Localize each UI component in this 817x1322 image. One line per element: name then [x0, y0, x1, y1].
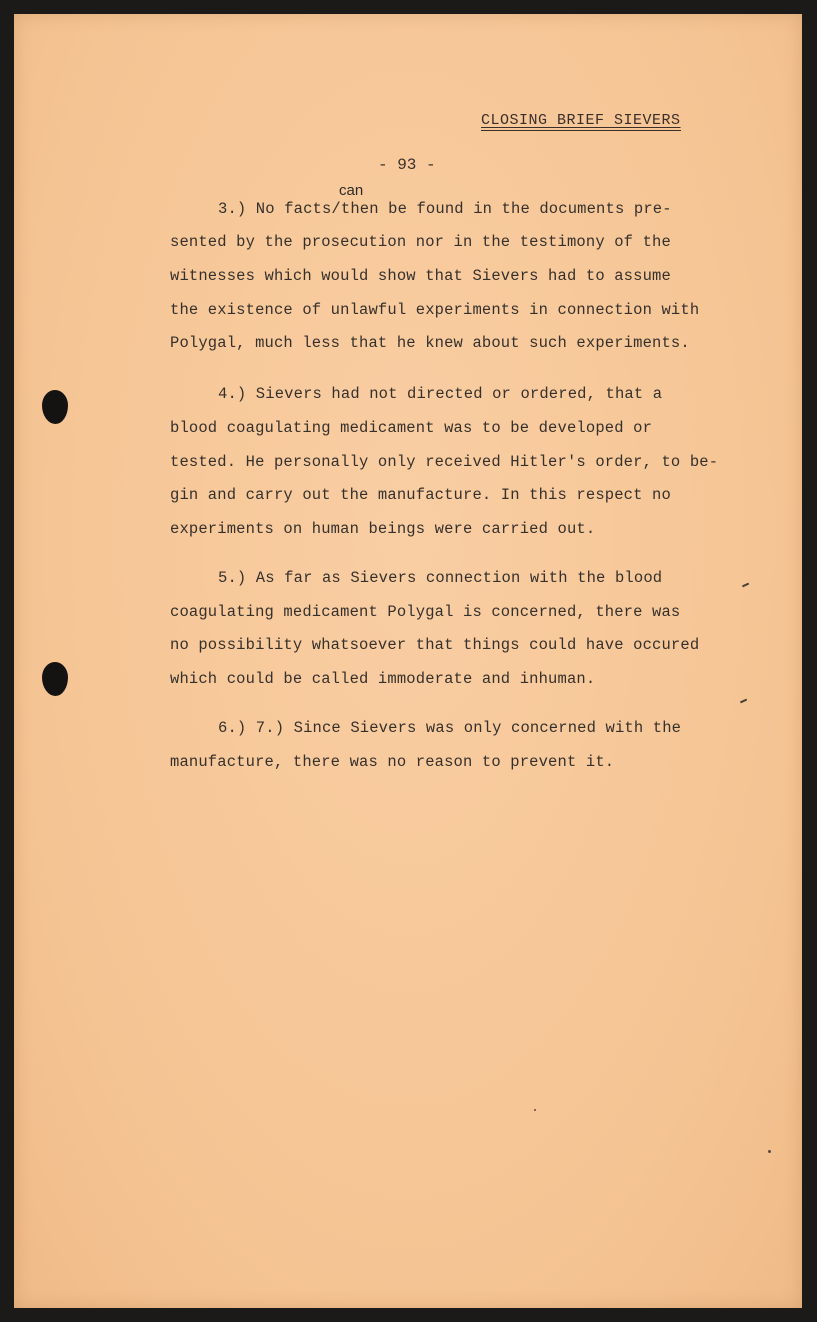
text-line: 4.) Sievers had not directed or ordered, that a — [218, 385, 663, 403]
document-header-title: CLOSING BRIEF SIEVERS — [481, 112, 681, 129]
text-line: experiments on human beings were carried out. — [170, 520, 596, 538]
paper-mark — [742, 583, 749, 587]
punch-hole — [42, 390, 68, 424]
paper-speck — [534, 1109, 536, 1111]
text-line: Polygal, much less that he knew about such experiments. — [170, 334, 690, 352]
text-line: no possibility whatsoever that things could have occured — [170, 636, 700, 654]
text-line: the existence of unlawful experiments in connection with — [170, 301, 700, 319]
text-line: sented by the prosecution nor in the testimony of the — [170, 233, 671, 251]
text-line: coagulating medicament Polygal is concerned, there was — [170, 603, 681, 621]
text-line: manufacture, there was no reason to prevent it. — [170, 753, 615, 771]
punch-hole — [42, 662, 68, 696]
page-number: - 93 - — [378, 156, 436, 174]
handwritten-insertion: can — [339, 182, 364, 199]
text-line: blood coagulating medicament was to be developed or — [170, 419, 653, 437]
text-line: tested. He personally only received Hitler's order, to be- — [170, 453, 719, 471]
text-line: which could be called immoderate and inhuman. — [170, 670, 596, 688]
text-line: 3.) No facts/then be found in the documents pre- — [218, 200, 672, 218]
text-line: 5.) As far as Sievers connection with the blood — [218, 569, 663, 587]
text-line: witnesses which would show that Sievers had to assume — [170, 267, 671, 285]
paper-mark — [740, 699, 747, 703]
text-line: 6.) 7.) Since Sievers was only concerned with the — [218, 719, 682, 737]
document-page — [14, 14, 802, 1308]
paper-speck — [768, 1150, 771, 1153]
text-line: gin and carry out the manufacture. In this respect no — [170, 486, 671, 504]
